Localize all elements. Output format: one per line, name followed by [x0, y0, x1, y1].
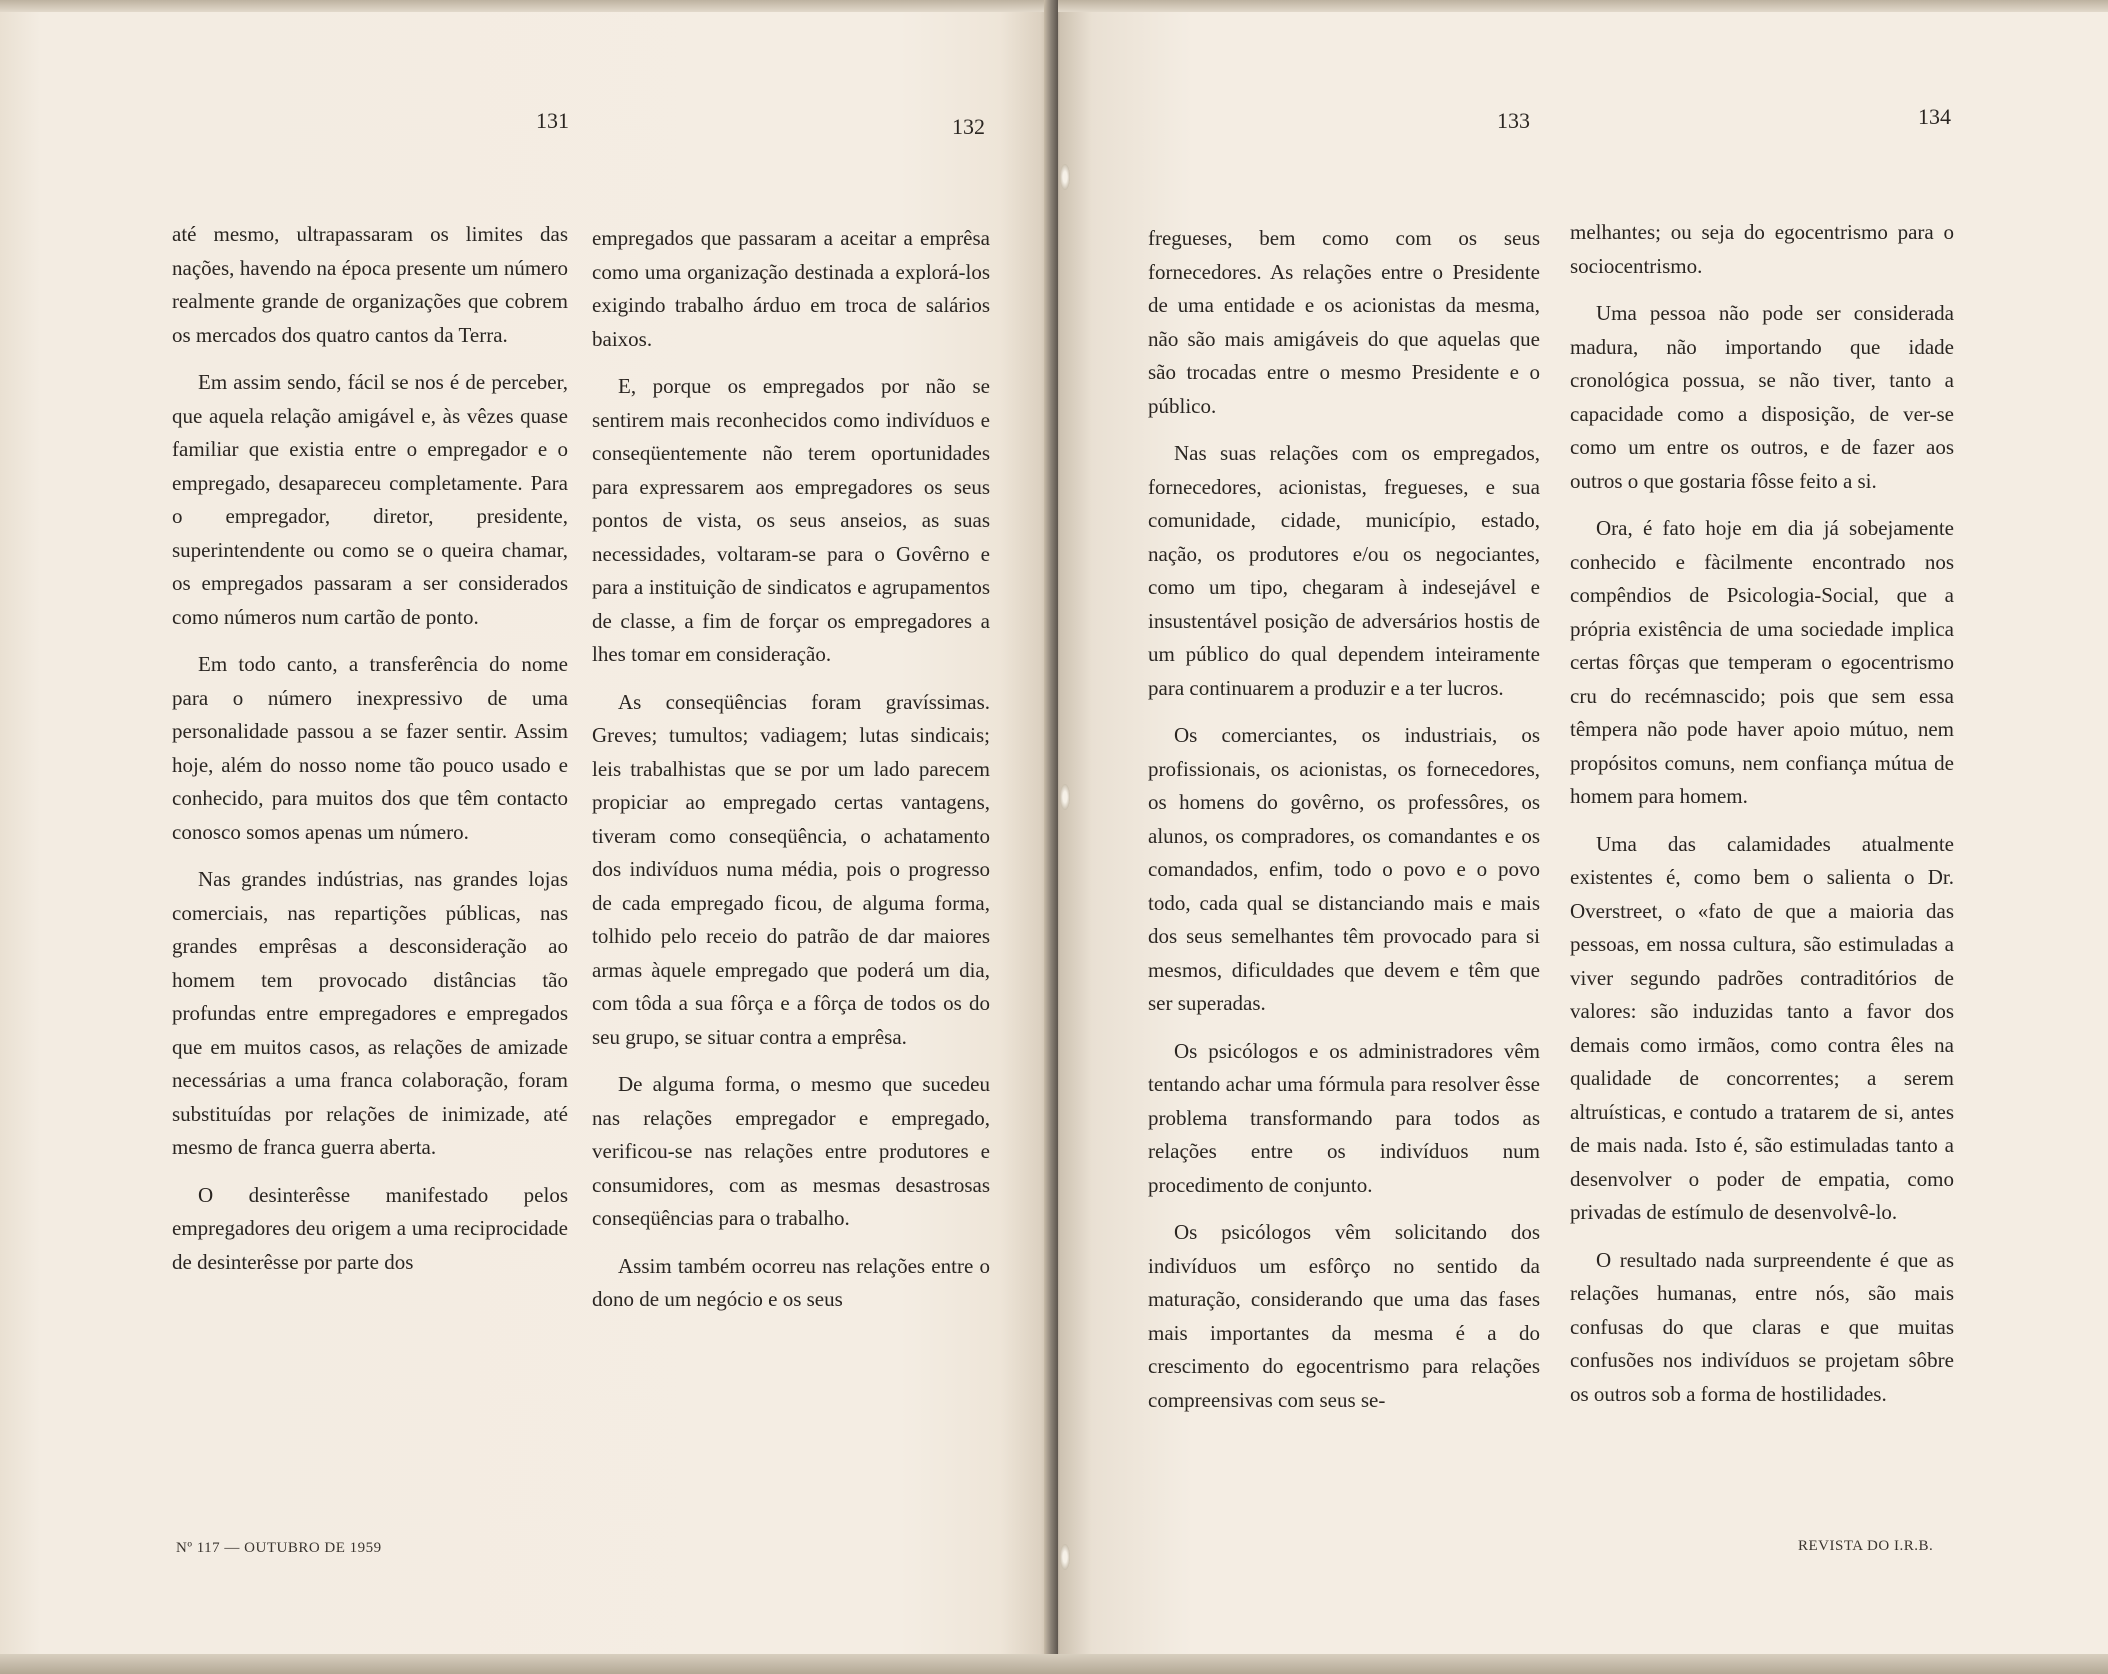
- paragraph: Nas suas relações com os empregados, fornecedores, acionistas, fregueses, e sua comunidade, cidade, município, estado, nação, os produtores e/ou os negociantes, como um tipo, chegaram à indesejável e insustentável posição de adversários hostis de um público do qual dependem inteiramente para continuarem a produzir e a ter lucros.: [1148, 441, 1540, 700]
- page-number: 134: [1918, 104, 1951, 129]
- paragraph: Uma das calamidades atualmente existentes é, como bem o salienta o Dr. Overstreet, o «fato de que a maioria das pessoas, em nossa cultura, são estimuladas a viver segundo padrões contraditórios de valores: são induzidas tanto a favor dos demais como irmãos, como contra êles na qualidade de concorrentes; a serem altruísticas, e contudo a tratarem de si, antes de mais nada. Isto é, são estimuladas tanto a desenvolver o poder de empatia, como privadas de estímulo de desenvolvê-lo.: [1570, 831, 1954, 1224]
- page-number: 131: [536, 108, 569, 133]
- gutter: [1044, 0, 1058, 1674]
- text-column-131: [172, 218, 568, 1293]
- paragraph: Assim também ocorreu nas relações entre o dono de um negócio e os seus: [592, 1253, 990, 1311]
- paragraph: Uma pessoa não pode ser considerada madura, não importando que idade cronológica possua, se não tiver, tanto a capacidade como a disposição, de ver-se como um entre os outros, e de fazer aos outros o que gostaria fôsse feito a si.: [1570, 301, 1954, 493]
- paragraph: Em todo canto, a transferência do nome para o número inexpressivo de uma personalidade passou a se fazer sentir. Assim hoje, além do nosso nome tão pouco usado e conhecido, para muitos dos que têm contacto conosco somos apenas um número.: [172, 652, 568, 844]
- paragraph: Nas grandes indústrias, nas grandes lojas comerciais, nas repartições públicas, nas grandes emprêsas a desconsideração ao homem tem provocado distâncias tão profundas entre empregadores e empregados que em muitos casos, as relações de amizade necessárias a uma franca colaboração, foram substituídas por relações de inimizade, até mesmo de franca guerra aberta.: [172, 867, 568, 1159]
- paragraph: Ora, é fato hoje em dia já sobejamente conhecido e fàcilmente encontrado nos compêndios de Psicologia-Social, que a própria existência de uma sociedade implica certas fôrças que temperam o egocentrismo cru do recémnascido; pois que sem essa têmpera não pode haver apoio mútuo, nem propósitos comuns, nem confiança mútua de homem para homem.: [1570, 516, 1954, 808]
- binding-stitch: [1060, 164, 1070, 190]
- text-column-133: [1148, 222, 1540, 1431]
- binding-stitch: [1060, 1544, 1070, 1570]
- paragraph: O desinterêsse manifestado pelos empregadores deu origem a uma reciprocidade de desinterêsse por parte dos: [172, 1182, 568, 1274]
- bottom-edge: [0, 1654, 2108, 1674]
- paragraph: Os psicólogos e os administradores vêm tentando achar uma fórmula para resolver êsse problema transformando para todos as relações entre os indivíduos num procedimento de conjunto.: [1148, 1038, 1540, 1197]
- footer-issue: Nº 117 — OUTUBRO DE 1959: [176, 1540, 382, 1556]
- paragraph: E, porque os empregados por não se sentirem mais reconhecidos como indivíduos e conseqüentemente não terem oportunidades para expressarem aos empregadores os seus pontos de vista, os seus anseios, as suas necessidades, voltaram-se para o Govêrno e para a instituição de sindicatos e agrupamentos de classe, a fim de forçar os empregadores a lhes tomar em consideração.: [592, 374, 990, 666]
- paragraph: O resultado nada surpreendente é que as relações humanas, entre nós, são mais confusas do que claras e que muitas confusões nos indivíduos se projetam sôbre os outros sob a forma de hostilidades.: [1570, 1247, 1954, 1406]
- text-column-134: [1570, 216, 1954, 1425]
- paragraph: De alguma forma, o mesmo que sucedeu nas relações empregador e empregado, verificou-se nas relações entre produtores e consumidores, com as mesmas desastrosas conseqüências para o trabalho.: [592, 1072, 990, 1230]
- paragraph: As conseqüências foram gravíssimas. Greves; tumultos; vadiagem; lutas sindicais; leis trabalhistas que se por um lado parecem propiciar ao empregado certas vantagens, tiveram como conseqüência, o achatamento dos indivíduos numa média, pois o progresso de cada empregado ficou, de alguma forma, tolhido pelo receio do patrão de dar maiores armas àquele empregado que poderá um dia, com tôda a sua fôrça e a fôrça de todos os do seu grupo, se situar contra a emprêsa.: [592, 689, 990, 1049]
- paragraph: empregados que passaram a aceitar a emprêsa como uma organização destinada a explorá-los exigindo trabalho árduo em troca de salários baixos.: [592, 226, 990, 351]
- paragraph: Os psicólogos vêm solicitando dos indivíduos um esfôrço no sentido da maturação, considerando que uma das fases mais importantes da mesma é a do crescimento do egocentrismo para relações compreensivas com seus se-: [1148, 1220, 1540, 1412]
- page-number: 132: [952, 114, 985, 139]
- footer-journal: REVISTA DO I.R.B.: [1798, 1538, 1934, 1554]
- binding-stitch: [1060, 784, 1070, 810]
- paragraph: até mesmo, ultrapassaram os limites das nações, havendo na época presente um número realmente grande de organizações que cobrem os mercados dos quatro cantos da Terra.: [172, 222, 568, 347]
- paragraph: Em assim sendo, fácil se nos é de perceber, que aquela relação amigável e, às vêzes quase familiar que existia entre o empregador e o empregado, desapareceu completamente. Para o empregador, diretor, presidente, superintendente ou como se o queira chamar, os empregados passaram a ser considerados como números num cartão de ponto.: [172, 370, 568, 629]
- paragraph: melhantes; ou seja do egocentrismo para o sociocentrismo.: [1570, 220, 1954, 278]
- paragraph: Os comerciantes, os industriais, os profissionais, os acionistas, os fornecedores, os homens do govêrno, os professôres, os alunos, os compradores, os comandantes e os comandados, enfim, todo o povo e o povo todo, cada qual se distanciando mais e mais dos seus semelhantes têm provocado para si mesmos, dificuldades que devem e têm que ser superadas.: [1148, 723, 1540, 1015]
- page-number: 133: [1497, 108, 1530, 133]
- text-column-132: [592, 222, 990, 1331]
- paragraph: fregueses, bem como com os seus fornecedores. As relações entre o Presidente de uma entidade e os acionistas da mesma, não são mais amigáveis do que aquelas que são trocadas entre o mesmo Presidente e o público.: [1148, 226, 1540, 418]
